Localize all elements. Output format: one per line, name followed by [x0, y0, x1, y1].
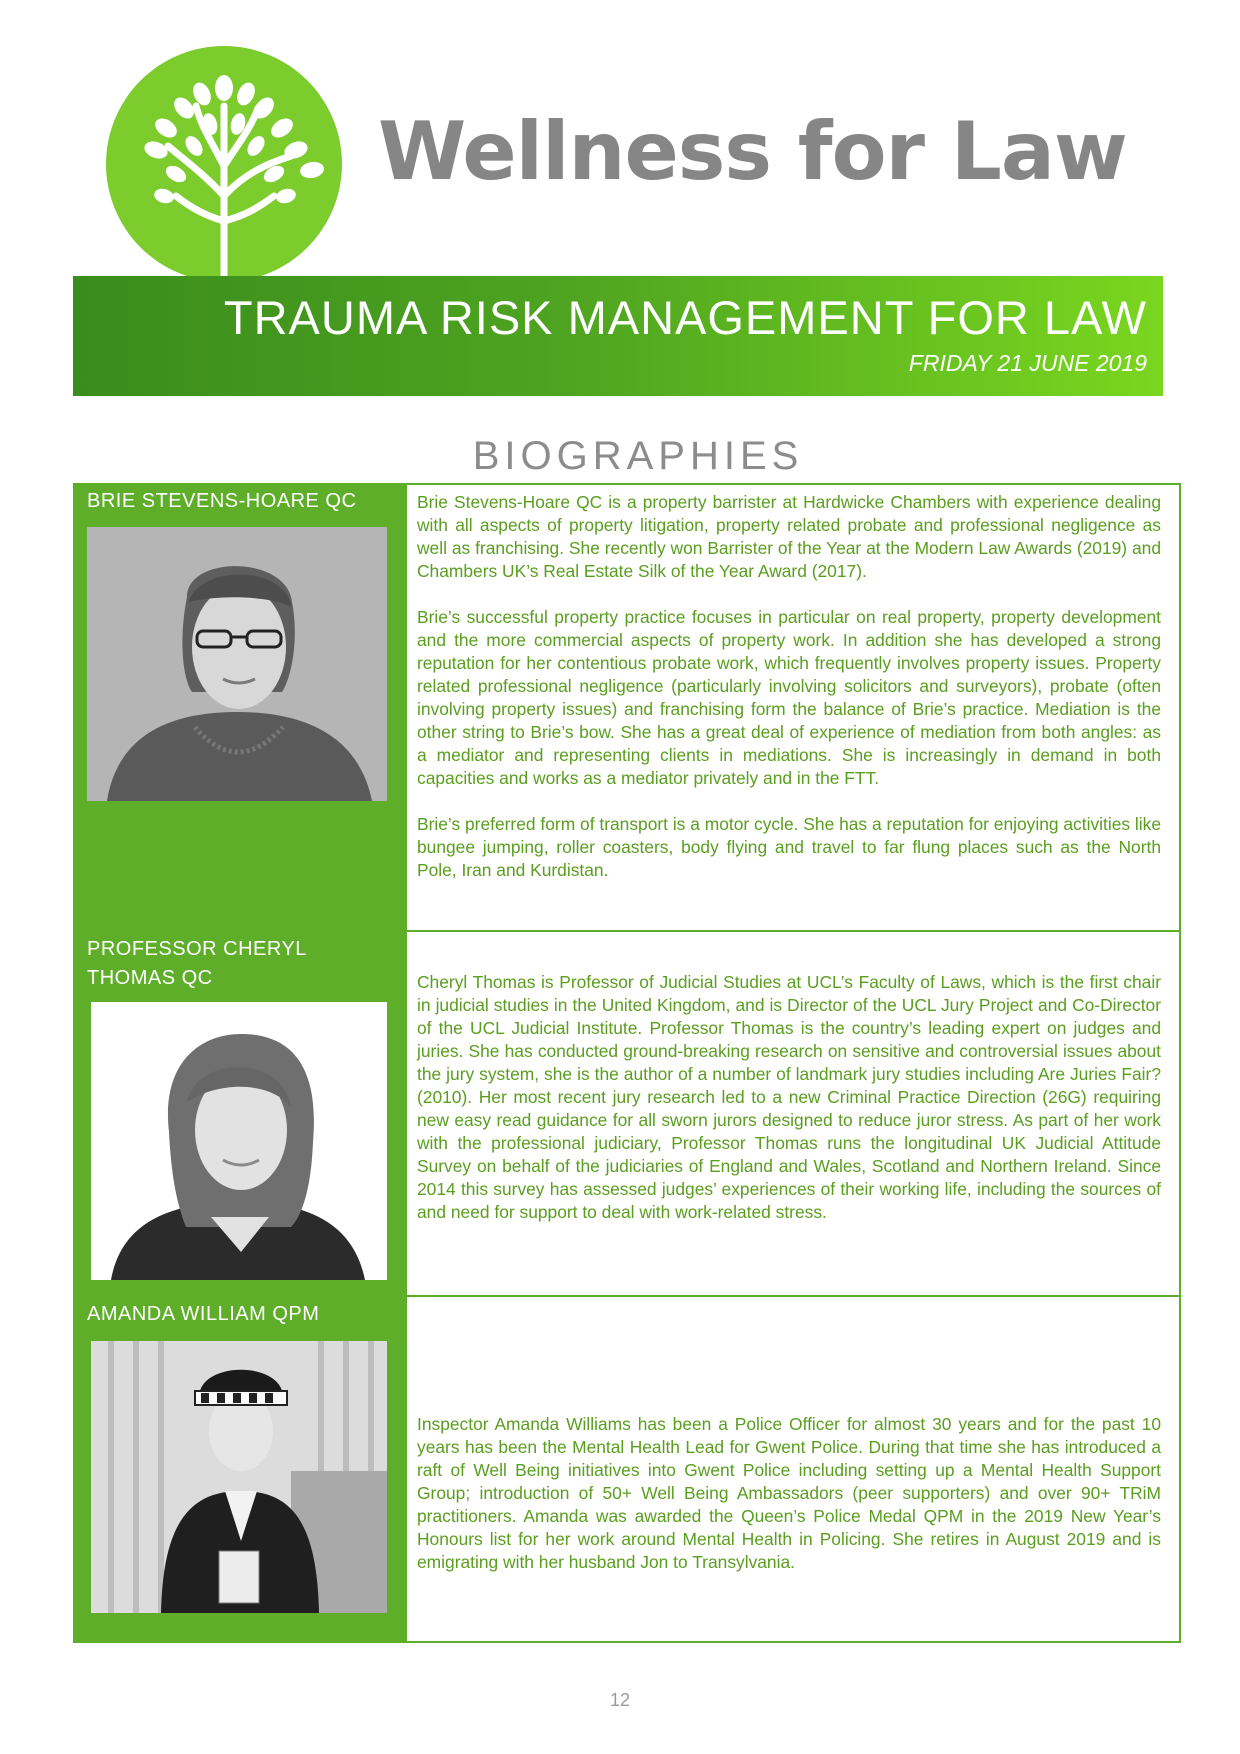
row-divider — [405, 930, 1179, 932]
portrait-photo — [87, 527, 387, 801]
bio-text — [417, 1343, 1161, 1574]
title-banner — [73, 276, 1163, 396]
bio-paragraph: Cheryl Thomas is Professor of Judicial Studies at UCL’s Faculty of Laws, which is the first chair in judicial studies in the United Kingdom, and is Director of the UCL Jury Project and Co-Director of the UCL Judicial Institute. Professor Thomas is the country’s leading expert on judges and juries. She has conducted ground-breaking research on sensitive and controversial issues about the jury system, she is the author of a number of landmark jury studies including Are Juries Fair? (2010). Her most recent jury research led to a new Criminal Practice Direction (26G) requiring new easy read guidance for all sworn jurors designed to reduce juror stress. As part of her work with the professional judiciary, Professor Thomas runs the longitudinal UK Judicial Attitude Survey on behalf of the judiciaries of England and Wales, Scotland and Northern Ireland. Since 2014 this survey has assessed judges’ experiences of their working life, including the sources of and need for support to deal with work-related stress. — [417, 972, 1161, 1222]
column-divider — [405, 485, 407, 1641]
event-title: TRAUMA RISK MANAGEMENT FOR LAW — [223, 291, 1147, 344]
portrait-photo — [91, 1002, 387, 1280]
bio-text — [417, 971, 1161, 1224]
bio-paragraph: Brie Stevens-Hoare QC is a property barrister at Hardwicke Chambers with experience dealing with all aspects of property litigation, property related probate and professional negligence as well as franchising. She recently won Barrister of the Year at the Modern Law Awards (2019) and Chambers UK’s Real Estate Silk of the Year Award (2017). — [417, 492, 1161, 581]
bio-name: BRIE STEVENS-HOARE QC — [87, 490, 357, 512]
bio-name: AMANDA WILLIAM QPM — [87, 1303, 320, 1325]
bio-paragraph: Inspector Amanda Williams has been a Police Officer for almost 30 years and for the past 10 years has been the Mental Health Lead for Gwent Police. During that time she has introduced a raft of Well Being initiatives into Gwent Police including setting up a Mental Health Support Group; introduction of 50+ Well Being Ambassadors (peer supporters) and over 90+ TRiM practitioners. Amanda was awarded the Queen’s Police Medal QPM in the 2019 New Year’s Honours list for her work around Mental Health in Policing. She retires in August 2019 and is emigrating with her husband Jon to Transylvania. — [417, 1414, 1161, 1572]
event-date: FRIDAY 21 JUNE 2019 — [908, 350, 1147, 376]
biographies-table — [73, 483, 1181, 1643]
bio-paragraph: Brie’s preferred form of transport is a motor cycle. She has a reputation for enjoying activities like bungee jumping, roller coasters, body flying and travel to far flung places such as the North Pole, Iran and Kurdistan. — [417, 814, 1161, 880]
row-divider — [405, 1295, 1179, 1297]
portrait-photo — [91, 1341, 387, 1613]
logo — [106, 46, 342, 282]
section-heading: BIOGRAPHIES — [472, 434, 804, 478]
page-number: 12 — [609, 1690, 631, 1710]
bio-text — [417, 491, 1161, 882]
brand-name: Wellness for Law — [378, 105, 1127, 198]
bio-name: PROFESSOR CHERYL THOMAS QC — [87, 938, 307, 989]
tree-icon — [106, 46, 342, 282]
bio-paragraph: Brie’s successful property practice focuses in particular on real property, property development and the more commercial aspects of property work. In addition she has developed a strong reputation for her contentious probate work, which frequently involves property issues. Property related professional negligence (particularly involving solicitors and surveyors), probate (often involving property issues) and franchising form the balance of Brie’s practice. Mediation is the other string to Brie’s bow. She has a great deal of experience of mediation from both angles: as a mediator and representing clients in mediations. She is increasingly in demand in both capacities and works as a mediator privately and in the FTT. — [417, 607, 1161, 788]
